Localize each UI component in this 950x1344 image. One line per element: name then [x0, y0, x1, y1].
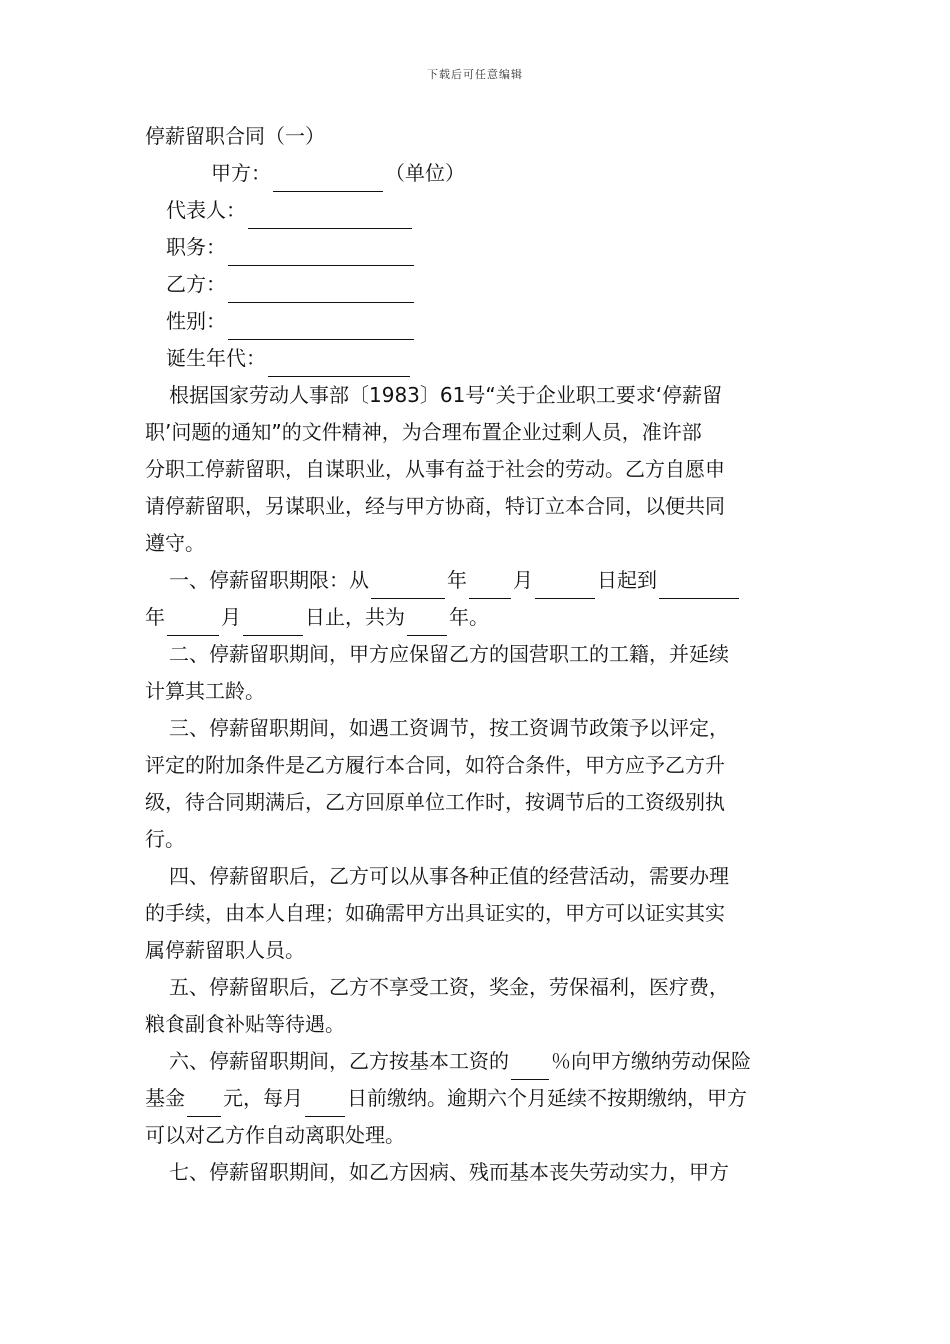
start-month-blank[interactable]: [469, 572, 511, 599]
end-month-blank[interactable]: [167, 609, 219, 636]
clause-6-continuation: 日前缴纳。逾期六个月延续不按期缴纳，甲方: [347, 1086, 747, 1110]
intro-line: 职’问题的通知”的文件精神，为合理布置企业过剩人员，准许部: [145, 420, 702, 444]
clause-4-line: 四、停薪留职后，乙方可以从事各种正值的经营活动，需要办理: [169, 864, 729, 888]
clause-3-line: 评定的附加条件是乙方履行本合同，如符合条件，甲方应予乙方升: [145, 753, 725, 777]
clause-4-line: 属停薪留职人员。: [145, 938, 305, 962]
year-label: 年: [447, 568, 467, 592]
intro-line: 请停薪留职，另谋职业，经与甲方协商，特订立本合同，以便共同: [145, 494, 725, 518]
party-a-line: [145, 155, 807, 192]
position-line: [145, 229, 807, 266]
clause-2-line: 计算其工龄。: [145, 679, 265, 703]
clause-1-prefix: 一、停薪留职期限：从: [169, 568, 369, 592]
gender-blank[interactable]: [228, 313, 414, 340]
clause-4-line: 的手续，由本人自理；如确需甲方出具证实的，甲方可以证实其实: [145, 901, 725, 925]
fund-label: 基金: [145, 1086, 185, 1110]
birth-era-label: 诞生年代：: [166, 346, 266, 370]
position-blank[interactable]: [228, 239, 414, 266]
party-a-suffix: （单位）: [385, 161, 465, 185]
payment-day-blank[interactable]: [305, 1090, 345, 1117]
month-label: 月: [221, 605, 241, 629]
party-a-label: 甲方：: [211, 161, 271, 185]
gender-label: 性别：: [166, 309, 226, 333]
clause-5-line: 五、停薪留职后，乙方不享受工资，奖金，劳保福利，医疗费，: [169, 975, 729, 999]
total-years-blank[interactable]: [407, 609, 447, 636]
representative-label: 代表人：: [166, 198, 246, 222]
contract-document: [145, 118, 807, 1191]
clause-6-line-1: [145, 1043, 807, 1080]
clause-1-line-2: [145, 599, 807, 636]
clause-6-suffix: ％向甲方缴纳劳动保险: [551, 1049, 751, 1073]
clause-5-line: 粮食副食补贴等待遇。: [145, 1012, 345, 1036]
intro-line: 根据国家劳动人事部〔1983〕61号“关于企业职工要求‘停薪留: [169, 383, 723, 407]
intro-line: 分职工停薪留职，自谋职业，从事有益于社会的劳动。乙方自愿申: [145, 457, 725, 481]
end-day-blank[interactable]: [243, 609, 303, 636]
party-b-line: [145, 266, 807, 303]
day-to-label: 日止，共为: [305, 605, 405, 629]
party-b-blank[interactable]: [228, 276, 414, 303]
clause-3-line: 级，待合同期满后，乙方回原单位工作时，按调节后的工资级别执: [145, 790, 725, 814]
day-from-label: 日起到: [597, 568, 657, 592]
clause-7-line: 七、停薪留职期间，如乙方因病、残而基本丧失劳动实力，甲方: [169, 1160, 729, 1184]
start-day-blank[interactable]: [535, 572, 595, 599]
position-label: 职务：: [166, 235, 226, 259]
year-label: 年: [145, 605, 165, 629]
clause-3-line: 行。: [145, 827, 185, 851]
start-year-blank[interactable]: [371, 572, 445, 599]
monthly-label: 元，每月: [223, 1086, 303, 1110]
clause-3-line: 三、停薪留职期间，如遇工资调节，按工资调节政策予以评定，: [169, 716, 729, 740]
clause-6-line-3: 可以对乙方作自动离职处理。: [145, 1123, 405, 1147]
fund-amount-blank[interactable]: [187, 1090, 221, 1117]
representative-line: [145, 192, 807, 229]
clause-6-line-2: [145, 1080, 807, 1117]
representative-blank[interactable]: [248, 202, 412, 229]
month-label: 月: [513, 568, 533, 592]
end-year-blank[interactable]: [659, 572, 739, 599]
party-b-label: 乙方：: [166, 272, 226, 296]
intro-line: 遵守。: [145, 531, 205, 555]
gender-line: [145, 303, 807, 340]
party-a-blank[interactable]: [273, 165, 383, 192]
clause-1-line-1: [145, 562, 807, 599]
clause-1-tail: 年。: [449, 605, 489, 629]
birth-era-line: [145, 340, 807, 377]
clause-6-prefix: 六、停薪留职期间，乙方按基本工资的: [169, 1049, 509, 1073]
header-note: 下载后可任意编辑: [427, 68, 523, 81]
clause-2-line: 二、停薪留职期间，甲方应保留乙方的国营职工的工籍，并延续: [169, 642, 729, 666]
percent-blank[interactable]: [511, 1053, 549, 1080]
birth-era-blank[interactable]: [268, 350, 410, 377]
contract-title: 停薪留职合同（一）: [145, 124, 325, 148]
